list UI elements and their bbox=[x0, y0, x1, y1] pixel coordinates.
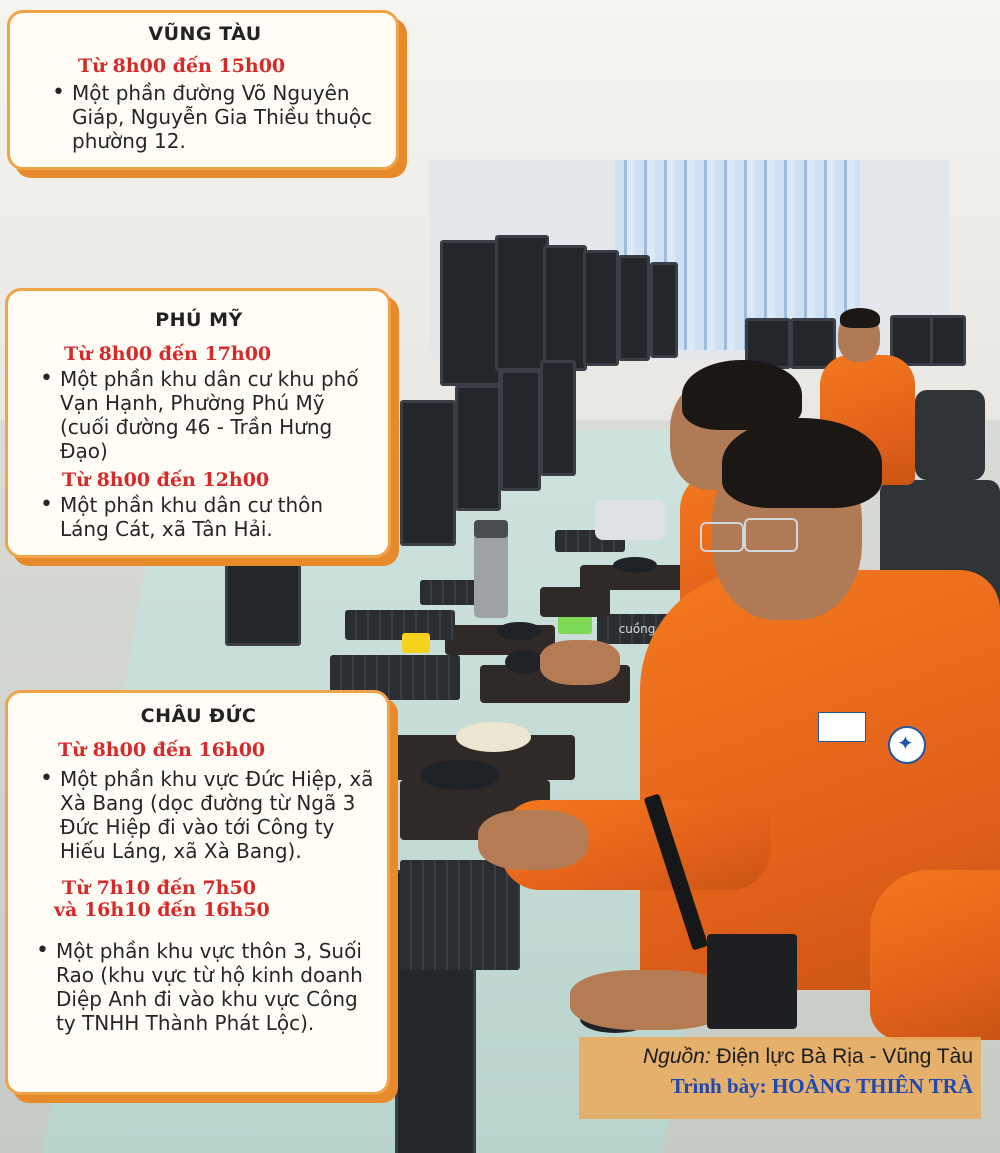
monitor bbox=[455, 385, 501, 511]
card-vung-tau bbox=[7, 10, 399, 170]
monitor bbox=[543, 245, 587, 371]
evn-logo-icon bbox=[888, 726, 926, 764]
worker-sleeve bbox=[870, 870, 1000, 1040]
area-title: CHÂU ĐỨC bbox=[140, 705, 257, 727]
monitor bbox=[618, 255, 650, 361]
keyboard bbox=[345, 610, 455, 640]
keyboard-brand-label: cuồng bbox=[597, 614, 677, 644]
monitor bbox=[583, 250, 619, 366]
uniform-patch bbox=[818, 712, 866, 742]
walkie-talkie bbox=[707, 934, 797, 1029]
area-title: VŨNG TÀU bbox=[148, 23, 262, 45]
keyboard bbox=[400, 860, 520, 970]
monitor bbox=[790, 318, 836, 369]
time-range-line1: Từ 7h10 đến 7h50 bbox=[62, 877, 256, 899]
computer-mouse bbox=[456, 722, 531, 752]
outage-item: • Một phần đường Võ Nguyên Giáp, Nguyễn Gia Thiều thuộc phường 12. bbox=[72, 81, 384, 153]
time-range: Từ 8h00 đến 17h00 bbox=[64, 343, 272, 365]
worker-hair bbox=[722, 418, 882, 508]
outage-item: • Một phần khu dân cư thôn Láng Cát, xã Tân Hải. bbox=[60, 493, 376, 541]
time-range-line2: và 16h10 đến 16h50 bbox=[54, 899, 270, 921]
monitor bbox=[540, 360, 576, 476]
card-chau-duc bbox=[5, 690, 390, 1095]
author-line: Trình bày: HOÀNG THIÊN TRÀ bbox=[670, 1074, 973, 1098]
outage-item: • Một phần khu vực Đức Hiệp, xã Xà Bang (dọc đường từ Ngã 3 Đức Hiệp đi vào tới Công ty Hiếu Láng, xã Xà Bang). bbox=[60, 767, 375, 863]
time-range: Từ 8h00 đến 16h00 bbox=[58, 739, 266, 761]
worker-hand bbox=[570, 970, 730, 1030]
source-text: Điện lực Bà Rịa - Vũng Tàu bbox=[716, 1045, 973, 1068]
computer-mouse bbox=[613, 557, 657, 573]
desk-phone bbox=[595, 500, 665, 540]
monitor bbox=[930, 315, 966, 366]
monitor bbox=[440, 240, 501, 386]
monitor bbox=[225, 560, 301, 646]
source-label: Nguồn: bbox=[642, 1045, 711, 1068]
office-chair bbox=[915, 390, 985, 480]
computer-mouse bbox=[497, 622, 542, 640]
outage-list bbox=[22, 767, 375, 863]
outage-list bbox=[22, 493, 376, 541]
yellow-button bbox=[402, 633, 430, 653]
monitor bbox=[400, 400, 456, 546]
card-phu-my bbox=[5, 288, 391, 558]
eyeglasses bbox=[744, 518, 798, 552]
outage-list bbox=[26, 81, 384, 153]
eyeglasses bbox=[700, 522, 744, 552]
computer-mouse bbox=[505, 650, 543, 674]
computer-mouse bbox=[420, 760, 500, 790]
time-range: Từ 8h00 đến 15h00 bbox=[78, 55, 286, 77]
outage-item: • Một phần khu dân cư khu phố Vạn Hạnh, Phường Phú Mỹ (cuối đường 46 - Trần Hưng Đạo) bbox=[60, 367, 376, 463]
monitor bbox=[650, 262, 678, 358]
thermos-bottle bbox=[474, 526, 508, 618]
source-line bbox=[587, 1043, 973, 1071]
worker-hair bbox=[840, 308, 880, 328]
monitor bbox=[495, 235, 549, 371]
thermos-lid bbox=[474, 520, 508, 538]
worker-hand bbox=[540, 640, 620, 685]
area-title: PHÚ MỸ bbox=[155, 309, 243, 331]
monitor bbox=[500, 370, 541, 491]
credit-box bbox=[579, 1037, 981, 1119]
outage-list bbox=[22, 367, 376, 463]
outage-item: • Một phần khu vực thôn 3, Suối Rao (khu vực từ hộ kinh doanh Diệp Anh đi vào khu vực Công ty TNHH Thành Phát Lộc). bbox=[56, 939, 375, 1035]
outage-list bbox=[22, 939, 375, 1035]
time-range: Từ 8h00 đến 12h00 bbox=[62, 469, 270, 491]
desk-device bbox=[540, 587, 610, 617]
worker-hand bbox=[478, 810, 588, 870]
